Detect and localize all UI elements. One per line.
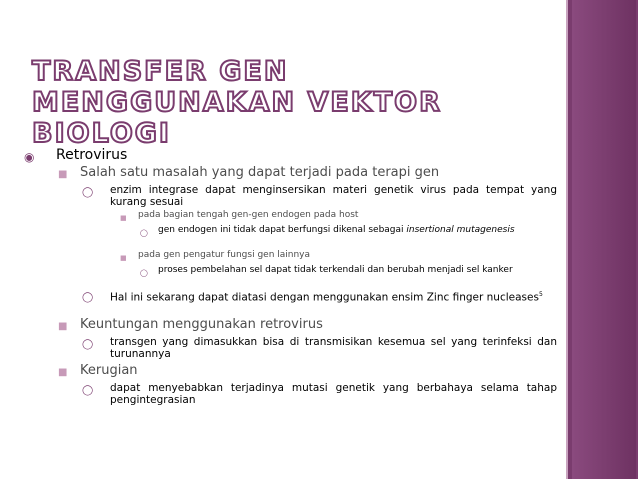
ring-bullet-icon: ◯ bbox=[82, 187, 94, 198]
insertional-text: gen endogen ini tidak dapat berfungsi dikenal sebagai bbox=[158, 225, 407, 235]
square-bullet-icon: ■ bbox=[120, 214, 127, 222]
point-bagian-tengah: pada bagian tengah gen-gen endogen pada host bbox=[138, 210, 359, 220]
zinc-finger-text: Hal ini sekarang dapat diatasi dengan menggunakan ensim Zinc finger nucleases bbox=[110, 291, 539, 304]
insertional-term: insertional mutagenesis bbox=[406, 225, 515, 235]
point-keuntungan: Keuntungan menggunakan retrovirus bbox=[80, 317, 323, 332]
ring-bullet-icon: ◯ bbox=[140, 269, 148, 277]
point-mutasi: dapat menyebabkan terjadinya mutasi genetik yang berbahaya selama tahap pengintegrasian bbox=[110, 382, 557, 406]
point-kerugian: Kerugian bbox=[80, 363, 138, 378]
ring-bullet-icon: ◯ bbox=[82, 292, 94, 303]
decorative-sidebar bbox=[566, 0, 638, 479]
ring-bullet-icon: ◯ bbox=[82, 339, 94, 350]
ring-bullet-icon: ◯ bbox=[140, 229, 148, 237]
point-kanker: proses pembelahan sel dapat tidak terkendali dan berubah menjadi sel kanker bbox=[158, 265, 513, 275]
square-bullet-icon: ■ bbox=[58, 169, 68, 180]
point-gen-pengatur: pada gen pengatur fungsi gen lainnya bbox=[138, 250, 311, 260]
sidebar-panel bbox=[572, 0, 636, 479]
slide-title: TRANSFER GEN MENGGUNAKAN VEKTOR BIOLOGI bbox=[32, 56, 442, 149]
point-zinc-finger bbox=[110, 289, 557, 304]
footnote-ref: 5 bbox=[538, 291, 543, 298]
point-insertional bbox=[158, 225, 557, 235]
topic-retrovirus: Retrovirus bbox=[56, 147, 128, 163]
square-bullet-icon: ■ bbox=[120, 254, 127, 262]
point-transgen: transgen yang dimasukkan bisa di transmisikan kesemua sel yang terinfeksi dan turunannya bbox=[110, 336, 557, 360]
square-bullet-icon: ■ bbox=[58, 321, 68, 332]
square-bullet-icon: ■ bbox=[58, 367, 68, 378]
bullet-icon: ◉ bbox=[24, 150, 35, 164]
point-masalah: Salah satu masalah yang dapat terjadi pada terapi gen bbox=[80, 165, 440, 180]
ring-bullet-icon: ◯ bbox=[82, 385, 94, 396]
point-integrase: enzim integrase dapat menginsersikan materi genetik virus pada tempat yang kurang sesuai bbox=[110, 184, 557, 208]
